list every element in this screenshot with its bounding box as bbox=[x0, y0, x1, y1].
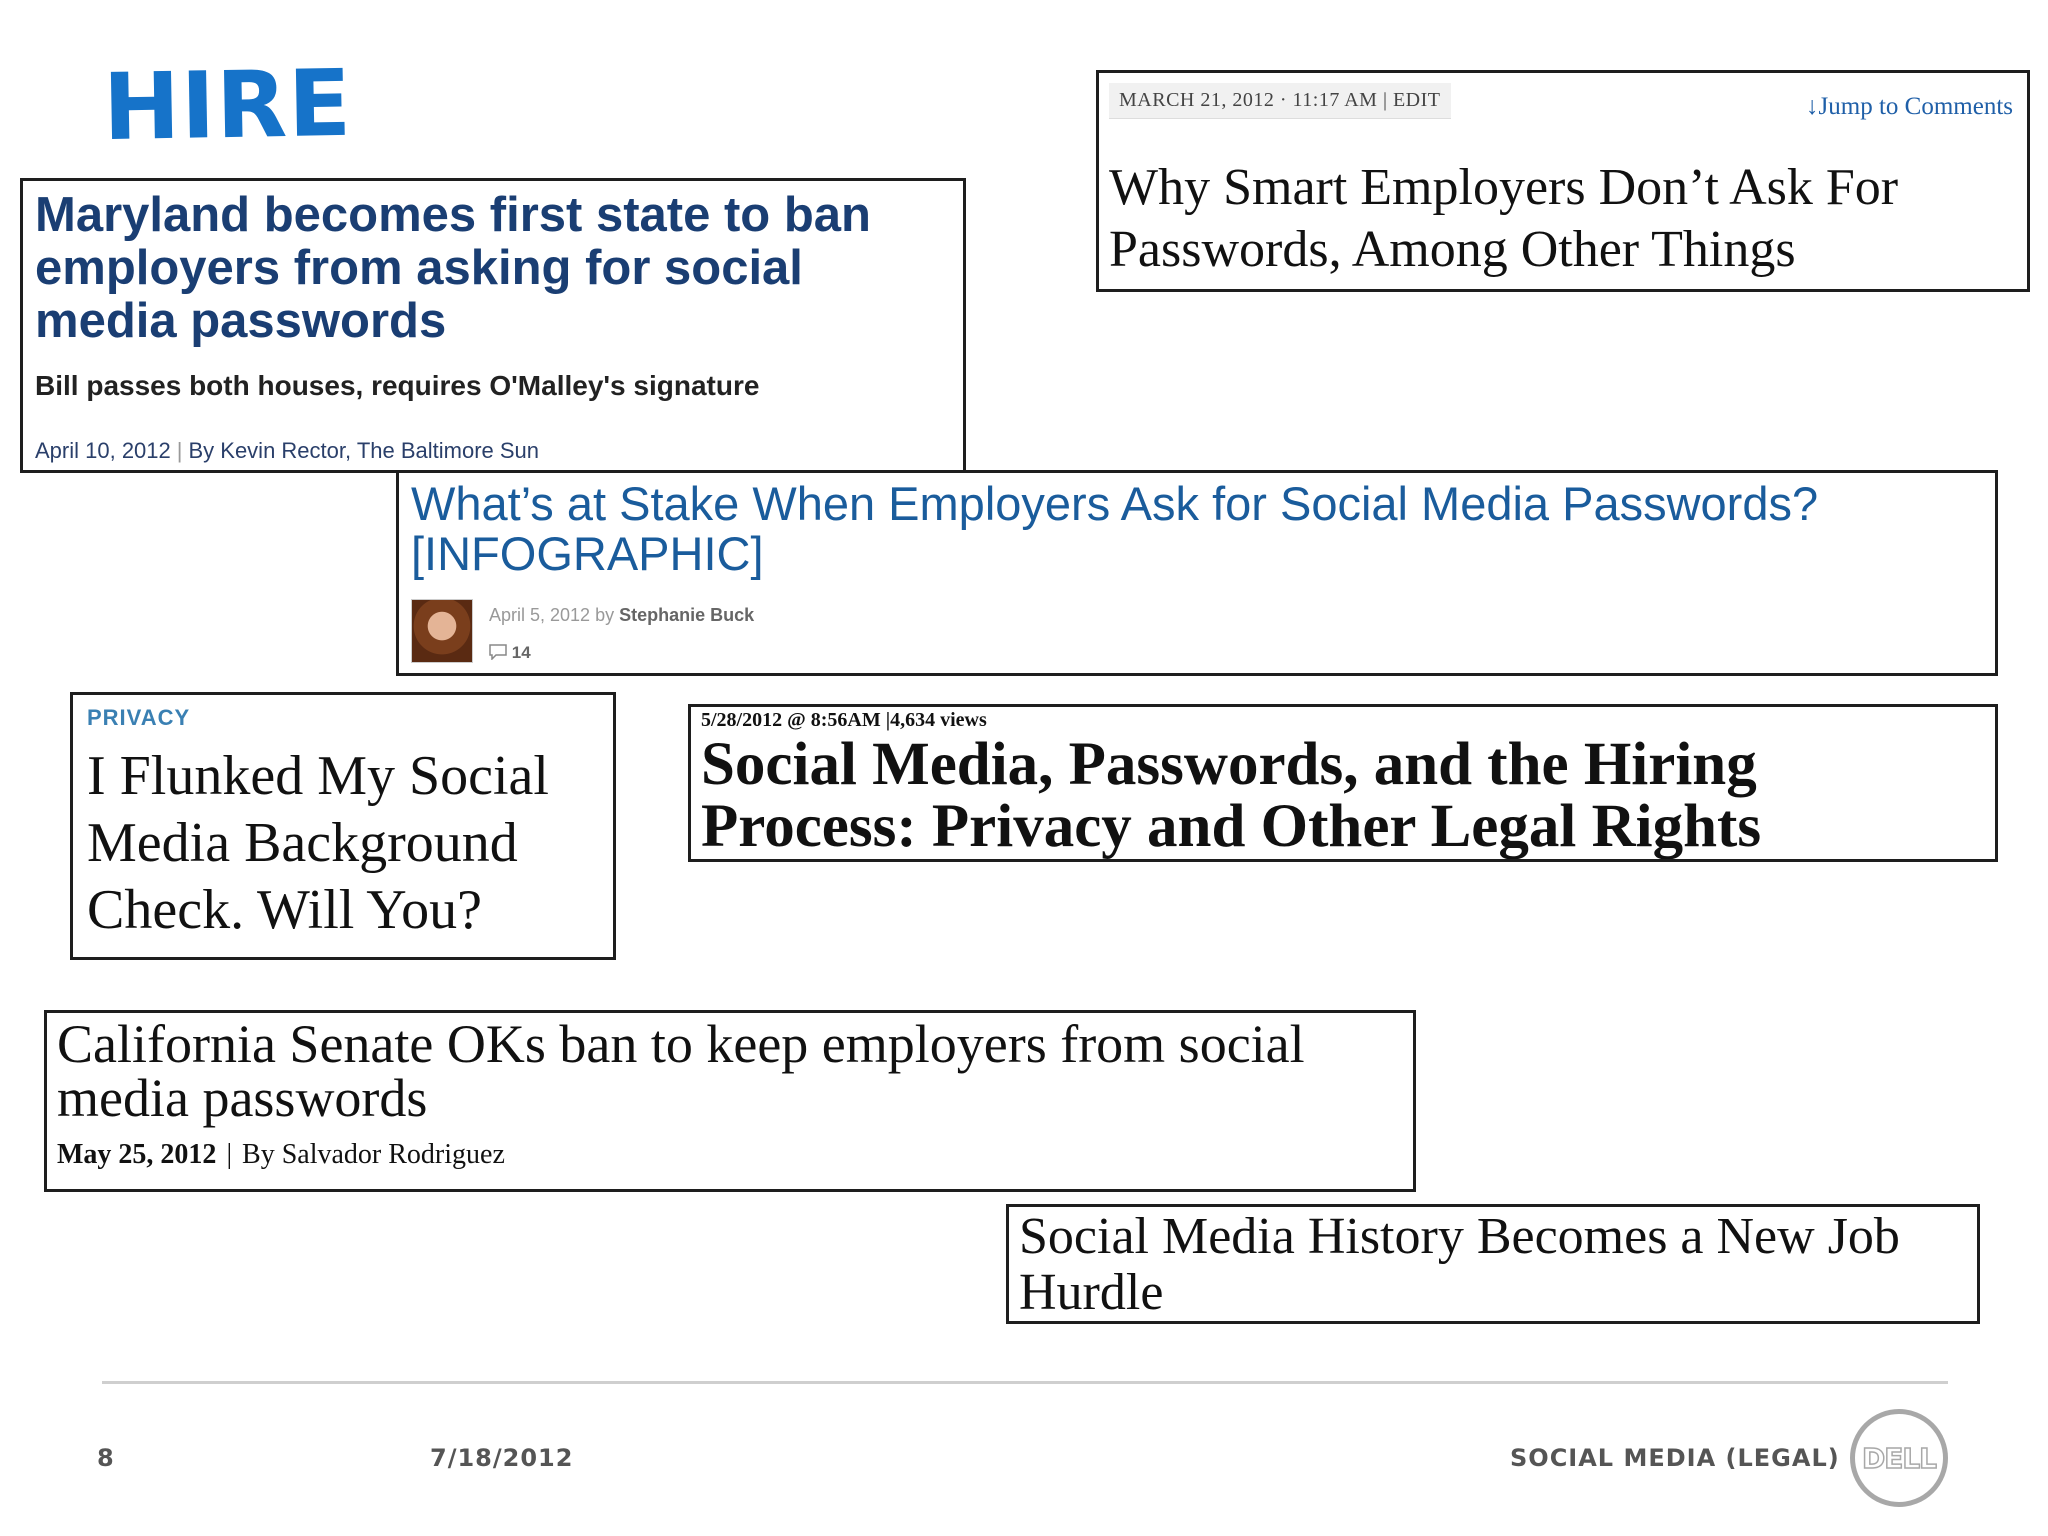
byline-infographic bbox=[489, 605, 754, 626]
headline-history: Social Media History Becomes a New Job Hurdle bbox=[1019, 1208, 1900, 1321]
article-card-privacy bbox=[70, 692, 616, 960]
author-maryland: By Kevin Rector, The Baltimore Sun bbox=[188, 438, 540, 463]
headline-privacy: I Flunked My Social Media Background Check. Will You? bbox=[87, 745, 549, 941]
footer-divider bbox=[102, 1381, 1948, 1384]
dateline-smart-employers: MARCH 21, 2012 · 11:17 AM | EDIT bbox=[1109, 83, 1451, 119]
meta-forbes: 5/28/2012 @ 8:56AM |4,634 views bbox=[701, 709, 987, 731]
separator: | bbox=[176, 438, 183, 463]
comment-count-value: 14 bbox=[511, 643, 531, 662]
kicker-privacy: PRIVACY bbox=[87, 705, 191, 730]
page-number: 8 bbox=[97, 1444, 115, 1472]
dell-logo: DELL bbox=[1850, 1409, 1948, 1507]
article-card-smart-employers bbox=[1096, 70, 2030, 292]
separator: | bbox=[226, 1139, 233, 1170]
article-card-california bbox=[44, 1010, 1416, 1192]
article-card-infographic bbox=[396, 470, 1998, 676]
comment-bubble-icon bbox=[489, 644, 507, 660]
headline-forbes: Social Media, Passwords, and the Hiring Process: Privacy and Other Legal Rights bbox=[701, 731, 1762, 860]
subhead-maryland: Bill passes both houses, requires O'Malley's signature bbox=[35, 370, 760, 401]
jump-to-comments-link[interactable]: ↓Jump to Comments bbox=[1806, 93, 2013, 120]
author-avatar bbox=[411, 599, 473, 663]
date-maryland: April 10, 2012 bbox=[35, 438, 171, 463]
footer-date: 7/18/2012 bbox=[430, 1444, 574, 1472]
slide-title: HIRE bbox=[102, 49, 353, 162]
article-card-maryland bbox=[20, 178, 966, 473]
date-infographic: April 5, 2012 by bbox=[489, 605, 615, 625]
headline-smart-employers: Why Smart Employers Don’t Ask For Passwords, Among Other Things bbox=[1109, 159, 1899, 278]
author-california: By Salvador Rodriguez bbox=[242, 1139, 505, 1170]
date-california: May 25, 2012 bbox=[57, 1139, 217, 1170]
headline-california: California Senate OKs ban to keep employers from social media passwords bbox=[57, 1014, 1305, 1128]
comment-count[interactable] bbox=[489, 643, 531, 663]
article-card-forbes bbox=[688, 704, 1998, 862]
author-infographic: Stephanie Buck bbox=[619, 605, 755, 625]
headline-maryland: Maryland becomes first state to ban employers from asking for social media passwords bbox=[35, 188, 871, 348]
byline-maryland bbox=[35, 438, 951, 464]
article-card-history bbox=[1006, 1204, 1980, 1324]
headline-infographic: What’s at Stake When Employers Ask for Social Media Passwords? [INFOGRAPHIC] bbox=[411, 477, 1819, 580]
footer-section: SOCIAL MEDIA (LEGAL) bbox=[1510, 1444, 1840, 1472]
byline-california bbox=[57, 1139, 1403, 1171]
